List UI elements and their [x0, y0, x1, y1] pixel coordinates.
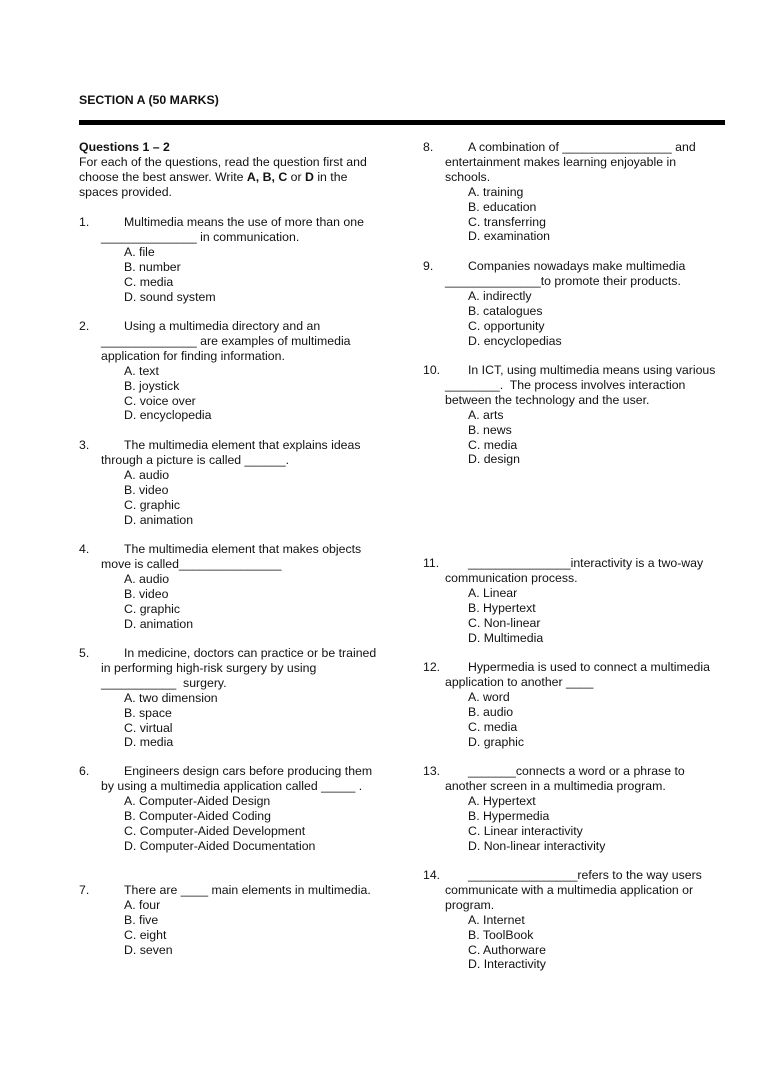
option-b: B. education [468, 199, 537, 214]
question-12 [423, 660, 723, 749]
option-a: A. Hypertext [468, 793, 536, 808]
question-number: 9. [423, 259, 434, 273]
option-c: C. Non-linear [468, 615, 541, 630]
option-d: D. graphic [468, 734, 525, 749]
question-7 [79, 883, 379, 958]
option-b: B. Computer-Aided Coding [124, 808, 271, 823]
option-c: C. voice over [124, 393, 196, 408]
answer-options [124, 572, 379, 632]
question-9 [423, 259, 723, 348]
section-divider [79, 120, 725, 125]
option-d: D. encyclopedia [124, 408, 212, 423]
option-a: A. indirectly [468, 288, 532, 303]
option-a: A. arts [468, 407, 504, 422]
question-3 [79, 438, 379, 527]
question-number: 13. [423, 764, 441, 778]
question-number: 3. [79, 438, 90, 452]
answer-options [124, 245, 379, 305]
question-number: 4. [79, 542, 90, 556]
option-c: C. media [468, 437, 518, 452]
question-text: ________________refers to the way users communicate with a multimedia application or program. [445, 868, 706, 912]
option-a: A. two dimension [124, 690, 218, 705]
answer-options [468, 185, 723, 245]
question-number: 12. [423, 660, 441, 674]
option-d: D. animation [124, 512, 194, 527]
question-number: 5. [79, 646, 90, 660]
option-b: B. space [124, 705, 172, 720]
option-d: D. Multimedia [468, 630, 544, 645]
question-text: The multimedia element that explains ideas through a picture is called ______. [101, 438, 364, 467]
question-text: _______connects a word or a phrase to another screen in a multimedia program. [445, 764, 689, 793]
question-number: 11. [423, 556, 440, 570]
question-text: Multimedia means the use of more than one ______________ in communication. [101, 215, 368, 244]
option-b: B. audio [468, 704, 514, 719]
question-text: There are ____ main elements in multimedia. [124, 883, 371, 897]
option-a: A. training [468, 184, 524, 199]
option-d: D. sound system [124, 289, 216, 304]
question-number: 6. [79, 764, 90, 778]
question-10 [423, 363, 723, 467]
option-a: A. text [124, 363, 159, 378]
option-c: C. transferring [468, 214, 546, 229]
option-a: A. Linear [468, 585, 518, 600]
question-13 [423, 764, 723, 853]
question-number: 7. [79, 883, 90, 897]
option-c: C. media [124, 274, 174, 289]
option-b: B. Hypertext [468, 600, 536, 615]
question-text: In ICT, using multimedia means using various ________. The process involves interaction between the technology and the user. [445, 363, 719, 407]
option-b: B. number [124, 259, 181, 274]
question-4 [79, 542, 379, 631]
question-1 [79, 215, 379, 304]
question-number: 1. [79, 215, 90, 229]
option-d: D. seven [124, 942, 173, 957]
option-a: A. Computer-Aided Design [124, 793, 271, 808]
option-d: D. examination [468, 229, 551, 244]
option-d: D. Non-linear interactivity [468, 838, 606, 853]
answer-options [468, 794, 723, 854]
option-c: C. virtual [124, 720, 173, 735]
question-5 [79, 646, 379, 750]
option-d: D. Interactivity [468, 957, 546, 972]
option-c: C. eight [124, 927, 167, 942]
option-d: D. media [124, 735, 174, 750]
question-text: The multimedia element that makes objects move is called_______________ [101, 542, 365, 571]
question-6 [79, 764, 379, 853]
question-8 [423, 140, 723, 244]
answer-options [124, 898, 379, 958]
option-b: B. joystick [124, 378, 180, 393]
instructions-block [79, 140, 379, 200]
question-number: 8. [423, 140, 434, 154]
answer-options [468, 408, 723, 468]
instructions-text: For each of the questions, read the question first and choose the best answer. Write A, B, C or D in the spaces provided. [79, 154, 367, 199]
option-d: D. animation [124, 616, 194, 631]
question-text: Hypermedia is used to connect a multimedia application to another ____ [445, 660, 714, 689]
option-b: B. news [468, 422, 512, 437]
question-11 [423, 556, 723, 645]
option-a: A. file [124, 244, 155, 259]
option-a: A. four [124, 897, 161, 912]
option-c: C. Linear interactivity [468, 823, 583, 838]
question-number: 14. [423, 868, 441, 882]
question-text: Engineers design cars before producing them by using a multimedia application called _____ . [101, 764, 376, 793]
answer-options [124, 691, 379, 751]
question-text: A combination of ________________ and entertainment makes learning enjoyable in schools. [445, 140, 700, 184]
answer-options [468, 586, 723, 646]
option-c: C. graphic [124, 497, 181, 512]
option-d: D. Computer-Aided Documentation [124, 838, 316, 853]
option-c: C. graphic [124, 601, 181, 616]
option-b: B. Hypermedia [468, 808, 550, 823]
option-d: D. design [468, 452, 520, 467]
instructions-heading: Questions 1 – 2 [79, 140, 170, 154]
question-text: In medicine, doctors can practice or be trained in performing high-risk surgery by using ___________ surgery. [101, 646, 380, 690]
question-text: Companies nowadays make multimedia ______________to promote their products. [445, 259, 689, 288]
question-14 [423, 868, 723, 972]
option-b: B. ToolBook [468, 927, 534, 942]
question-2 [79, 319, 379, 423]
answer-options [468, 690, 723, 750]
answer-options [124, 364, 379, 424]
answer-options [468, 289, 723, 349]
section-title: SECTION A (50 MARKS) [79, 93, 219, 107]
option-b: B. five [124, 912, 159, 927]
option-b: B. catalogues [468, 303, 543, 318]
option-c: C. Authorware [468, 942, 546, 957]
option-c: C. media [468, 719, 518, 734]
option-a: A. audio [124, 467, 170, 482]
question-number: 2. [79, 319, 90, 333]
answer-options [468, 913, 723, 973]
answer-options [124, 794, 379, 854]
option-c: C. Computer-Aided Development [124, 823, 306, 838]
option-a: A. Internet [468, 912, 525, 927]
option-c: C. opportunity [468, 318, 545, 333]
option-a: A. word [468, 689, 510, 704]
option-d: D. encyclopedias [468, 333, 562, 348]
option-b: B. video [124, 586, 169, 601]
question-number: 10. [423, 363, 441, 377]
option-b: B. video [124, 482, 169, 497]
answer-options [124, 468, 379, 528]
question-text: _______________interactivity is a two-way communication process. [445, 556, 707, 585]
question-text: Using a multimedia directory and an ______________ are examples of multimedia application for finding information. [101, 319, 354, 363]
option-a: A. audio [124, 571, 170, 586]
